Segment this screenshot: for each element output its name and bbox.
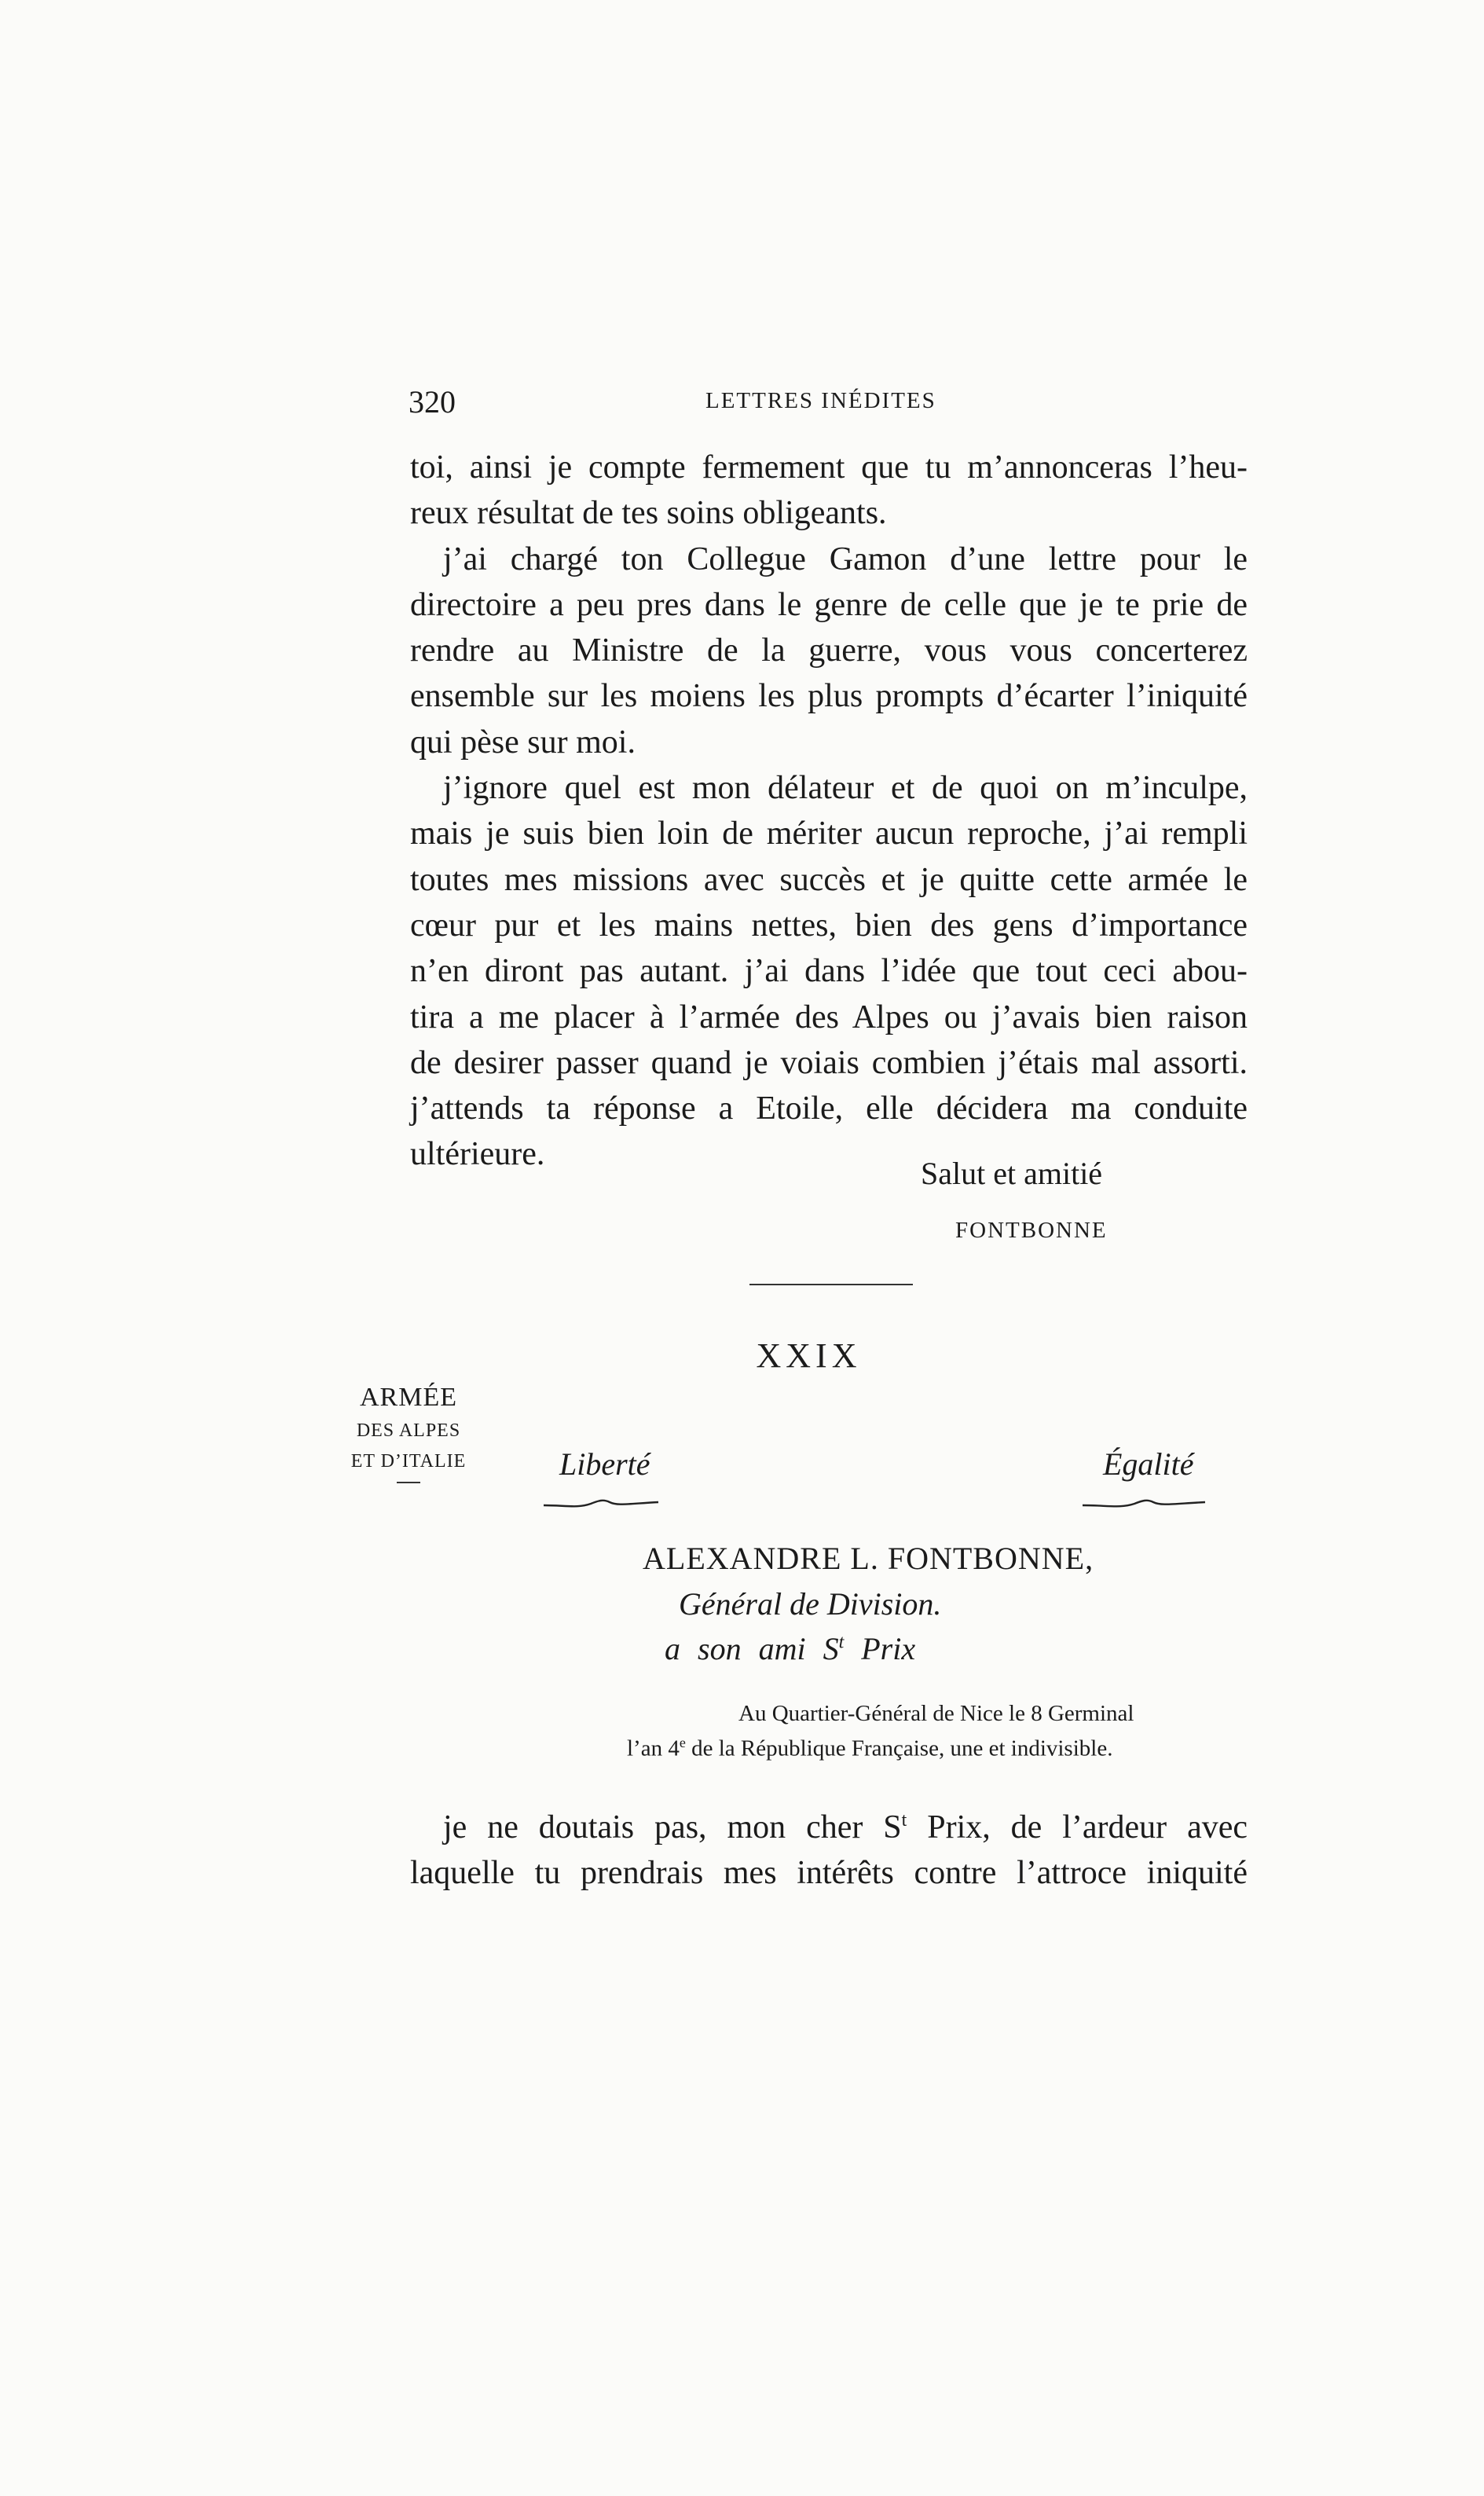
text-line: ensemble sur les moiens les plus prompts d’écarter l’iniquité (410, 678, 1248, 715)
letter-xxix-text (410, 1798, 1248, 1897)
signature: FONTBONNE (955, 1218, 1108, 1243)
text-line: rendre au Ministre de la guerre, vous vous concerterez (410, 632, 1248, 669)
text-line: directoire a peu pres dans le genre de celle que je te prie de (410, 586, 1248, 623)
dateline: Au Quartier-Général de Nice le 8 Germinal (738, 1701, 1134, 1726)
page-number: 320 (409, 384, 456, 420)
army-line: ARMÉE (360, 1383, 457, 1412)
text-line: j’ignore quel est mon délateur et de quoi on m’inculpe, (443, 770, 1248, 807)
paragraph (410, 445, 1248, 537)
text-line: laquelle tu prendrais mes intérêts contre l’attroce iniquité (410, 1855, 1248, 1892)
text-line: toutes mes missions avec succès et je quitte cette armée le (410, 861, 1248, 898)
letter-number: XXIX (756, 1336, 862, 1375)
text-line: j’attends ta réponse a Etoile, elle décidera ma conduite (410, 1090, 1248, 1127)
paragraph (410, 765, 1248, 1178)
text-line: de desirer passer quand je voiais combien j’étais mal assorti. (410, 1044, 1248, 1081)
text-line: tira a me placer à l’armée des Alpes ou j’avais bien raison (410, 999, 1248, 1035)
section-divider (749, 1284, 913, 1285)
text-line: mais je suis bien loin de mériter aucun reproche, j’ai rempli (410, 816, 1248, 852)
addressee: a son ami $S^t$ Prix (665, 1631, 916, 1666)
sender-name: ALEXANDRE L. FONTBONNE, (643, 1541, 1094, 1576)
salutation: Salut et amitié (921, 1156, 1103, 1191)
text-line: cœur pur et les mains nettes, bien des gens d’importance (410, 907, 1248, 944)
motto-egalite: Égalité (1103, 1446, 1194, 1482)
running-title: LETTRES INÉDITES (705, 388, 936, 413)
text-line: qui pèse sur moi. (410, 724, 636, 761)
motto-liberte: Liberté (559, 1446, 650, 1482)
text-line: toi, ainsi je compte fermement que tu m’annonceras l’heu- (410, 449, 1248, 486)
running-header (409, 383, 1246, 423)
letter-continued-text (410, 445, 1248, 1178)
sender-rank: Général de Division. (679, 1586, 942, 1622)
swash-ornament-icon (542, 1494, 660, 1513)
text-line: n’en diront pas autant. j’ai dans l’idée que tout ceci abou- (410, 953, 1248, 990)
text-line: j’ai chargé ton Collegue Gamon d’une lettre pour le (443, 541, 1248, 577)
text-line: reux résultat de tes soins obligeants. (410, 495, 887, 532)
army-line: DES ALPES (356, 1420, 461, 1441)
text-line: je ne doutais pas, mon cher $S^t$ Prix, de l’ardeur avec (443, 1809, 1248, 1845)
text-line: ultérieure. (410, 1136, 545, 1173)
army-heading (314, 1383, 503, 1483)
paragraph (410, 537, 1248, 765)
dateline: l’an 4e de la République Française, une et indivisible. (627, 1735, 1113, 1761)
army-dash (397, 1482, 420, 1483)
swash-ornament-icon (1081, 1494, 1207, 1513)
army-line: ET D’ITALIE (350, 1451, 467, 1472)
